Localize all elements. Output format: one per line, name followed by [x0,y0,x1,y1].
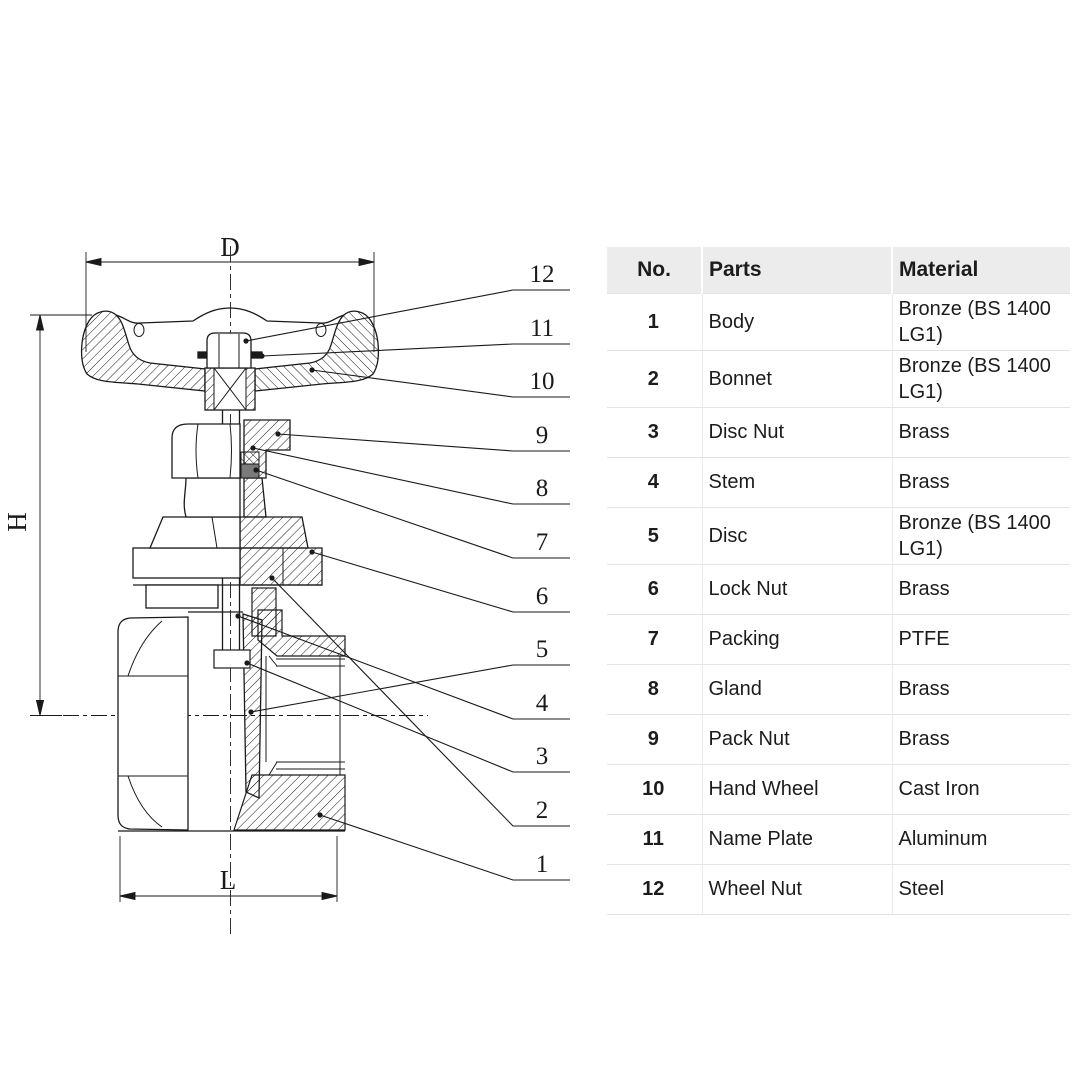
table-row [607,293,1070,350]
cell-material: Bronze (BS 1400 LG1) [892,293,1070,350]
spoke-hole-left [134,324,144,337]
cell-part: Lock Nut [702,564,892,614]
table-row [607,457,1070,507]
table-row [607,407,1070,457]
callout-dot [248,709,253,714]
cell-material: Brass [892,564,1070,614]
table-row [607,507,1070,564]
dim-length-label: L [219,865,237,895]
cell-part: Name Plate [702,814,892,864]
table-row [607,714,1070,764]
dim-width-label: D [220,232,240,262]
cell-material: Brass [892,714,1070,764]
table-header-row [607,247,1070,293]
callout-dot [275,431,280,436]
table-row [607,864,1070,914]
callout-label: 9 [535,422,549,449]
callout-line [253,448,570,504]
callout-label: 10 [529,368,555,395]
cell-no: 7 [607,614,702,664]
bonnet [133,478,322,585]
cell-material: Bronze (BS 1400 LG1) [892,507,1070,564]
cell-no: 1 [607,293,702,350]
callout-dot [244,660,249,665]
table-row [607,814,1070,864]
callout-label: 11 [529,315,555,342]
cell-no: 10 [607,764,702,814]
callout-dot [253,467,258,472]
cell-no: 8 [607,664,702,714]
callout-label: 4 [535,690,549,717]
cell-part: Body [702,293,892,350]
cell-no: 4 [607,457,702,507]
callout-line [262,344,570,356]
callout-dot [269,575,274,580]
callout-label: 8 [535,475,549,502]
cell-no: 3 [607,407,702,457]
cell-no: 12 [607,864,702,914]
cell-part: Disc [702,507,892,564]
cell-part: Disc Nut [702,407,892,457]
cell-no: 2 [607,350,702,407]
callout-label: 7 [535,529,549,556]
callout-line [278,434,570,451]
callout-line [320,815,570,880]
gland [241,452,259,464]
cell-no: 5 [607,507,702,564]
cell-no: 6 [607,564,702,614]
callout-line [251,665,570,712]
callout-label: 2 [535,797,549,824]
callout-label: 12 [529,261,555,288]
wheel-nut [207,333,251,368]
callout-label: 5 [535,636,549,663]
cell-material: Aluminum [892,814,1070,864]
callout-line [246,290,570,341]
cell-material: Brass [892,407,1070,457]
callout-dot [243,338,248,343]
callout-dot [309,367,314,372]
pack-nut [172,420,290,478]
table-row [607,350,1070,407]
table-row [607,664,1070,714]
disc-nut [214,650,250,668]
cell-part: Stem [702,457,892,507]
cell-part: Packing [702,614,892,664]
cell-part: Hand Wheel [702,764,892,814]
cell-part: Pack Nut [702,714,892,764]
header-material: Material [892,247,1070,293]
hand-wheel [82,308,379,410]
callout-dot [309,549,314,554]
cell-material: Bronze (BS 1400 LG1) [892,350,1070,407]
callout-label: 1 [535,851,549,878]
table-row [607,614,1070,664]
callout-line [238,616,570,719]
cell-part: Bonnet [702,350,892,407]
cell-part: Wheel Nut [702,864,892,914]
callout-dot [250,445,255,450]
cell-part: Gland [702,664,892,714]
callout-dot [235,613,240,618]
table-row [607,564,1070,614]
cell-no: 9 [607,714,702,764]
cell-no: 11 [607,814,702,864]
header-no: No. [607,247,702,293]
callout-dot [317,812,322,817]
cell-material: Cast Iron [892,764,1070,814]
callout-line [312,552,570,612]
cell-material: Steel [892,864,1070,914]
callout-label: 3 [535,743,549,770]
cell-material: Brass [892,664,1070,714]
dim-height-label: H [2,512,32,532]
cell-material: Brass [892,457,1070,507]
callout-label: 6 [535,583,549,610]
table-row [607,764,1070,814]
header-parts: Parts [702,247,892,293]
cell-material: PTFE [892,614,1070,664]
parts-table [607,247,1070,915]
callout-dot [259,353,264,358]
